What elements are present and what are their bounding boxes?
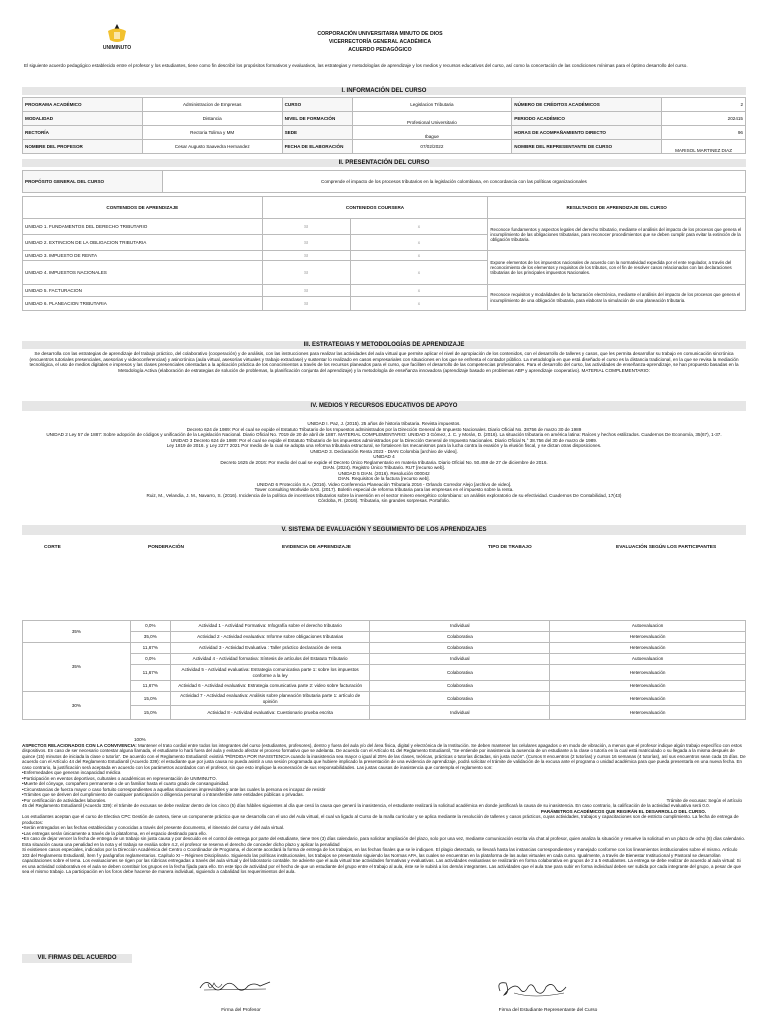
medio-item: Ruiz, M., Velandia, J. M., Navarro, S. (2016). Incidencia de la política de incentivos tributarios sobre la inversión en el sector minero energético colombiano: un análisis exploratorio de su efectividad. Cuadernos De Contabilidad, 17(43)	[146, 492, 622, 498]
rectoria-value: Rectoria Tolima y MM	[142, 126, 282, 140]
unit-4: UNIDAD 4. IMPUESTOS NACIONALES	[23, 261, 263, 285]
intro-paragraph: El siguiente acuerdo pedagógico establecido entre el profesor y los estudiantes, tiene como fin describir los propósitos formativos y evaluativos, las estrategias y metodologías de aprendizaje y los medios y recursos educativos del curso, así como la concertación de las condiciones mínimas para el óptimo desarrollo del curso.	[24, 63, 688, 68]
row-eval: Heteroevaluación	[550, 692, 746, 706]
row-tipo: Colaborativa	[370, 665, 550, 681]
row-evidencia: Actividad 8 - Actividad evaluativa: Cuestionario prueba escrita	[170, 706, 370, 720]
coursera-si: SI	[262, 285, 350, 297]
profesor-label: NOMBRE DEL PROFESOR	[23, 140, 143, 154]
bullet-row	[22, 798, 746, 803]
medio-item: Tower consulting Worlwide SAS. (2017). Boletín especial de reforma tributaria para las empresas en el impuesto sobre la renta.	[254, 487, 514, 492]
coursera-x: x	[350, 261, 488, 285]
resultado-1: Reconoce fundamentos y aspectos legales del derecho tributario, mediante el análisis del impacto de los procesos que genera el incumplimiento de las obligaciones tributarias, para reconocer procedimientos que se deben cumplir para evitar la extinción de la obligación tributaria.	[488, 219, 746, 251]
aspectos-block	[22, 743, 746, 875]
section-firmas-title: VII. FIRMAS DEL ACUERDO	[22, 954, 132, 963]
representante-value: MARISOL MARTINEZ DIAZ	[662, 140, 746, 154]
modalidad-value: Distancia	[142, 112, 282, 126]
unit-5: UNIDAD 5. FACTURACION	[23, 285, 263, 297]
corte-3: 30%	[23, 692, 131, 720]
medio-item: UNIDAD 3. Declaración Renta 2023 - DIAN Colombia [archivo de video].	[310, 448, 458, 454]
bullet: •Circunstancias de fuerza mayor o caso fortuito correspondientes a aquellas situaciones imprevisibles y ante las cuales la persona es incapaz de resistir	[22, 786, 326, 792]
row-eval: Heteroevaluación	[550, 632, 746, 643]
curso-value: Legislacion Tributaria	[352, 98, 512, 112]
proposito-value: Comprende el impacto de los procesos tributarios en la legislación colombiana, en concordancia con las políticas organizacionales	[162, 171, 745, 193]
logo-wordmark: UNIMINUTO	[102, 45, 132, 51]
row-pond: 11,67%	[130, 643, 170, 654]
header-ponderacion: PONDERACIÓN	[148, 545, 184, 550]
nivel-value: Profesional Universitario	[352, 112, 512, 126]
bullet: •Las entregas serán únicamente a través de la plataforma, en el espacio destinado para ello.	[22, 830, 207, 836]
row-evidencia: Actividad 4 - Actividad formativa: Síntesis de artículos del Estatuto Tributario	[170, 654, 370, 665]
row-eval: Heteroevaluación	[550, 665, 746, 681]
aspectos-title: ASPECTOS RELACIONADOS CON LA CONVIVENCIA:	[22, 743, 137, 748]
header-corte: CORTE	[44, 545, 61, 550]
bullet: Si existiesen casos especiales, indicados por la Dirección Académica del Centro o Coordinador de Programa, el docente acordará la forma de entrega de los trabajos, en las fechas finales que se le indiquen. El plagio detectado, se llevará hasta las instancias correspondientes y manejado conforme con los lineamientos institucionales sobre el mismo. Artículo 103 del Reglamento Estudiantil, ítem f y parágrafos reglamentarios. Capítulo XI – Régimen Disciplinario. Siguiendo las políticas institucionales, los trabajos se presentarán siguiendo las Normas APA, las cuales se encuentran en la plataforma de las aulas virtuales en cada curso. Igualmente, a través de Bienestar Institucional y Pastoral se desarrollan capacitaciones sobre el tema. Los evaluaciones se rigen por las rúbricas entregadas a través del aula virtual y del laboratorio contable. Se advierte que el aula virtual trae actividades formativas y evaluativas. Las actividades evaluativas se realizarán en forma colaborativa en grupos de 2 a 5 estudiantes. La entrega se debe realizar de acuerdo al aula virtual: Si es una actividad colaborativa en el aula se deben constituir los grupos en la fecha fijada para ello. En este tipo de actividad por el hecho de que un estudiante del grupo entre el trabajo al aula, éste se le subirá a los demás integrantes. Las actividades que el aula trae para subir en forma individual deben ser subida por cada integrante del grupo, a pesar de que sea el mismo trabajo. La participación en los foros debe hacerse de manera individual, siguiendo a cabalidad los requerimientos del aula.	[22, 847, 741, 875]
corte-1: 35%	[23, 621, 131, 643]
bullet: •En caso de dejar vencer la fecha de entrega de un trabajo sin justa causa y por descuido en el control de entrega por parte del estudiante, tiene tres (3) días calendario, para solicitar ampliación del plazo, solo por una vez, mediante comunicación escrita vía chat al profesor, quien analiza la situación y resuelve la solicitud en un plazo de ocho (8) días calendario. Esta situación causa una penalidad en la nota y el trabajo se evalúa sobre 4.2, el profesor se reserva el derecho de conceder dicho plazo y aplicar la penalidad	[22, 836, 746, 847]
row-pond: 11,67%	[130, 665, 170, 681]
medio-item: UNIDAD 2 Ley 57 de 1887: Sobre adopción de códigos y unificación de la Legislación Nacional. Diario Oficial No. 7019 de 20 de abril de 1887. MATERIAL COMPLEMENTARIO: UNIDAD 3 Gómez, J. C. y Morán, D. (2016). La situación tributaria en américa latina: Raíces y hechos estilizados. Cuadernos De Economía, 35(67), 1-37.	[46, 432, 722, 437]
estudiante-signature	[494, 977, 574, 1001]
sede-label: SEDE	[282, 126, 352, 140]
horas-label: HORAS DE ACOMPAÑAMIENTO DIRECTO	[512, 126, 662, 140]
proposito-label: PROPÓSITO GENERAL DEL CURSO	[23, 171, 163, 193]
col-resultados: RESULTADOS DE APRENDIZAJE DEL CURSO	[488, 197, 746, 219]
unit-2: UNIDAD 2. EXTINCION DE LA OBLIGACION TRIBUTARIA	[23, 235, 263, 251]
bullet: •Participación en eventos deportivos, culturales o académicos en representación de UNIMINUTO.	[22, 775, 217, 781]
medio-item: Córdoba, R. (2016). Tributaria, sin grandes sorpresas. Portafolio.	[317, 498, 450, 503]
parametros-title: PARÁMETROS ACADÉMICOS QUE REGIRÁN EL DESARROLLO DEL CURSO.	[540, 808, 706, 814]
resultado-2: Expone elementos de los impuestos nacionales de acuerdo con la normatividad expedida por el ente regulador, a través del reconocimiento de los elementos y requisitos de los tributos, con el fin de resolver casos relacionados con las declaraciones tributarias de los principales impuestos Nacionales.	[488, 251, 746, 285]
coursera-x: x	[350, 285, 488, 297]
row-eval: Heteroevaluación	[550, 643, 746, 654]
header-title-2: VICERRECTORÍA GENERAL ACADÉMICA	[328, 39, 432, 45]
periodo-label: PERIODO ACADÉMICO	[512, 112, 662, 126]
modalidad-label: MODALIDAD	[23, 112, 143, 126]
creditos-value: 2	[662, 98, 746, 112]
section-info-title: I. INFORMACIÓN DEL CURSO	[22, 87, 746, 95]
row-pond: 11,67%	[130, 681, 170, 692]
row-tipo: Individual	[370, 654, 550, 665]
row-pond: 15,0%	[130, 692, 170, 706]
aspectos-paragraph	[22, 743, 746, 770]
row-eval: Autoevaluacion	[550, 621, 746, 632]
medio-item: UNIDAD 4	[373, 454, 395, 459]
header-eval-participantes: EVALUACIÓN SEGÚN LOS PARTICIPANTES	[616, 545, 717, 550]
programa-label: PROGRAMA ACADÉMICO	[23, 98, 143, 112]
row-eval: Heteroevaluación	[550, 681, 746, 692]
excusas-paragraph: 45 del Reglamento Estudiantil (Acuerdo 339): el trámite de excusas se debe realizar dentro de los cinco (5) días hábiles siguientes al día que cesó la causa que generó la inasistencia, el estudiante realizará la solicitud académica en donde justificará la causa de su inasistencia. En caso contrario, la calificación de la actividad evaluativa será 0.0.	[22, 803, 710, 809]
resultado-3: Reconoce requisitos y modalidades de la facturación electrónica, mediante el análisis del impacto de los procesos que genera el incumplimiento de una obligación tributaria, para elaborar la simulación de una planeación tributaria.	[488, 285, 746, 311]
eval-headers	[22, 541, 746, 555]
row-pond: 0,0%	[130, 654, 170, 665]
firma-estudiante-label: Firma del Estudiante Representante del Curso	[498, 1008, 598, 1013]
coursera-x: x	[350, 251, 488, 261]
medios-list	[24, 421, 744, 504]
row-pond: 0,0%	[130, 621, 170, 632]
medio-item: Decreto 624 de 1989: Por el cual se expide el Estatuto Tributario de los Impuestos administrados por la Dirección General de Impuesto Nacionales. Diario Oficial No. 38756 de marzo 30 de 1989	[186, 426, 582, 432]
evaluacion-table	[22, 620, 746, 720]
row-evidencia: Actividad 3 - Actividad Evaluativa : Taller práctico declaración de renta	[170, 643, 370, 654]
section-medios-title: IV. MEDIOS Y RECURSOS EDUCATIVOS DE APOYO	[22, 401, 746, 411]
aspectos-text: Mantener el trato cordial entre todos los integrantes del curso (estudiantes, profesores), dentro y fuera del aula y/o del área física, digital y electrónica de la Institución. Se deben mantener los celulares apagados o en modo de vibración, a menos que el profesor indique algún trabajo específico con estos dispositivos. En caso de ser necesario contestar alguna llamada, el estudiante lo hará fuera del aula y evitando afectar el proceso formativo que se adelanta. De acuerdo con el Artículo 61 del Reglamento Estudiantil, "Se entiende por inasistencia la ausencia de un estudiante a la clase o tutoría en la cual está matriculado o su llegada a la misma después de quince (15) minutos de iniciada la clase o tutoría". De acuerdo con el Reglamento Estudiantil: existirá "PÉRDIDA POR INASISTENCIA cuando la inasistencia sea mayor o igual al 25% de las clases, teóricas, prácticas o tutorías dictadas, sin justa razón". (Cursos 8 encuentros (2 tutorías) y cursos 16 semanas (4 tutorías), así sus encuentros sean cada 15 días. De acuerdo con el Artículo 44 del Reglamento Estudiantil (Acuerdo 339): el estudiante que por justa causa no pueda asistir a una sesión programada que hubiere implicado la presentación de una evidencia de aprendizaje, podrá solicitar el trámite de validación de la excusa ante el programa o unidad académica para que pueda presentarla en una nueva fecha. En caso contrario, la justificación será aceptada en acuerdo con los parámetros acordados con el profesor, sin que esto implique la exoneración de sus responsabilidades. Las justas causas de inasistencia que contempla el reglamento son:	[22, 743, 746, 770]
rectoria-label: RECTORÍA	[23, 126, 143, 140]
fecha-value: 07/02/2022	[352, 140, 512, 154]
section-presentacion-title: II. PRESENTACIÓN DEL CURSO	[22, 159, 746, 167]
medio-item: Ley 1819 de 2016. y Ley 2277 2021 Por medio de la cual se adopta una reforma tributaria estructural, se fortalecen los mecanismos para la lucha contra la evasión y la elusión fiscal, y se dictan otras disposiciones.	[166, 443, 602, 448]
excusas-heading: Trámite de excusas: Según el artículo	[666, 797, 742, 803]
coursera-si: SI	[262, 219, 350, 235]
curso-label: CURSO	[282, 98, 352, 112]
profesor-value: Cesar Augusto Saavedra Hernandez	[142, 140, 282, 154]
row-evidencia: Actividad 7 - Actividad evaluativa: Análisis sobre planeación tributaria parte 1: artículo de opinión	[170, 692, 370, 706]
contenidos-table	[22, 196, 746, 311]
row-tipo: Individual	[370, 706, 550, 720]
medio-item: UNIDAD 3 Decreto 624 de 1989: Por el cual se expide el Estatuto Tributario de los impuestos administrados por la Dirección General de Impuesto Nacionales. Diario Oficial N.° 38.756 del 30 de marzo de 1989.	[170, 437, 598, 443]
row-evidencia: Actividad 5 - Actividad evaluativa: Estrategia comunicativa parte 1: sobre los impuestos conforme a la ley	[170, 665, 370, 681]
row-tipo: Colaborativa	[370, 692, 550, 706]
medio-item: DIAN. Requisitos de la factura [recurso web].	[338, 476, 430, 481]
col-contenidos: CONTENIDOS DE APRENDIZAJE	[23, 197, 263, 219]
header-title-1: CORPORACIÓN UNIVERSITARIA MINUTO DE DIOS	[317, 31, 443, 37]
row-tipo: Individual	[370, 621, 550, 632]
uniminuto-logo	[100, 22, 134, 54]
horas-value: 96	[662, 126, 746, 140]
course-info-table	[22, 97, 746, 154]
sede-value: Ibague	[352, 126, 512, 140]
row-eval: Autoevaluacion	[550, 654, 746, 665]
row-eval: Heteroevaluación	[550, 706, 746, 720]
medio-item: Decreto 1625 de 2016: Por medio del cual se expide el Decreto Único Reglamentario en materia tributaria. Diario Oficial No. 50.459 de 27 de diciembre de 2016.	[220, 459, 548, 465]
row-tipo: Colaborativa	[370, 643, 550, 654]
col-coursera: CONTENIDOS COURSERA	[262, 197, 488, 219]
unit-6: UNIDAD 6. PLANEACION TRIBUTARIA	[23, 297, 263, 311]
row-pond: 35,0%	[130, 632, 170, 643]
row-pond: 15,0%	[130, 706, 170, 720]
medio-item: UNIDAD 5 DIAN. (2016). Resolución 000042	[338, 470, 430, 476]
header-tipo: TIPO DE TRABAJO	[488, 545, 532, 550]
row-tipo: Colaborativa	[370, 632, 550, 643]
header-title-3: ACUERDO PEDAGÓGICO	[348, 47, 412, 53]
bullet: •Enfermedades que generan incapacidad médica	[22, 770, 121, 776]
row-evidencia: Actividad 6 - Actividad evaluativa: Estrategia comunicativa parte 2: video sobre facturación	[170, 681, 370, 692]
fecha-label: FECHA DE ELABORACIÓN	[282, 140, 352, 154]
nivel-label: NIVEL DE FORMACIÓN	[282, 112, 352, 126]
section-evaluacion-title: V. SISTEMA DE EVALUACIÓN Y SEGUIMIENTO DE LOS APRENDIZAJES	[22, 525, 746, 535]
medio-item: UNIDAD 6 Protección S.A. (2016). Video Conferencia Planeación Tributaria 2016 - Orlando Corredor Alejo [archivo de video].	[256, 481, 512, 487]
row-evidencia: Actividad 2 - Actividad evaluativa: Informe sobre obligaciones tributarias	[170, 632, 370, 643]
estrategias-paragraph: Se desarrolla con las estrategias de aprendizaje del trabajo práctico, del colaborativo (cooperación) y de análisis, con las instrucciones para realizar las actividades del aula virtual que permite aplicar el nivel de apropiación de los contenidos, con el desarrollo de talleres y casos, que les permita desarrollar su trabajo en comunicación sincrónica (encuentros tutoriales presenciales, asesorías y videoconferencias) y asincrónica (aula virtual, asesorías virtuales y trabajo extraclase) y sustentar lo realizado en casos empresariales con situaciones en los que se enfrenta el contador público. La metodología en que está diseñado el curso es la distancia tradicional, en la que se revisa la mediación tecnológica, el uso de medios digitales e impresos y las clases presenciales orientadas a la aplicación práctica de los conocimientos a través de los recursos planeados para el curso, que faciliten el desarrollo de las competencias profesionales. Para el desarrollo del curso, las actividades de enseñanza-aprendizaje, se han propuesto basadas en la Metodología Activa (elaboración de estrategias de solución de problemas, la planificación conjunta del aprendizaje) y la metodología de enseñanza innovadora (aprendizaje basado en problemas ABP y aprendizaje cooperativo). MATERIAL COMPLEMENTARIO:	[29, 351, 739, 373]
corte-2: 35%	[23, 643, 131, 692]
parametros-paragraph: Los estudiantes aceptan que el curso de Electiva CPC Gestión de cartera, tiene un componente práctico que se desarrolla con el uso del Aula virtual, el cual va ligado al Curso de la malla curricular y se aplica mediante la resolución de talleres y casos prácticos, cuyas actividades, trabajos y capacitaciones son de estricto cumplimiento. La fecha de entrega de productos:	[22, 814, 739, 825]
bullet: •Muerte del cónyuge, compañero permanente o de un familiar hasta el cuarto grado de consanguinidad.	[22, 781, 230, 787]
bullet: •Trámites que se deriven del cumplimiento de cualquier participación o diligencia personal o intransferible ante entidades públicas o privadas.	[22, 792, 304, 798]
coursera-si: SI	[262, 261, 350, 285]
periodo-value: 202415	[662, 112, 746, 126]
total-ponderacion: 100%	[134, 737, 146, 742]
section-estrategias-title: III. ESTRATEGIAS Y METODOLOGÍAS DE APRENDIZAJE	[22, 341, 746, 349]
header-evidencia: EVIDENCIA DE APRENDIZAJE	[282, 545, 351, 550]
bullet: •Serán entregados en las fechas establecidas y conocidas a través del presente documento, el itinerario del curso y del aula virtual.	[22, 825, 285, 831]
proposito-table	[22, 170, 746, 193]
programa-value: Administracion de Empresas	[142, 98, 282, 112]
coursera-x: x	[350, 219, 488, 235]
coursera-x: x	[350, 235, 488, 251]
medio-item: DIAN. (2024). Registro Único Tributario. RUT [recurso web].	[323, 465, 445, 470]
creditos-label: NÚMERO DE CRÉDITOS ACADÉMICOS	[512, 98, 662, 112]
representante-label: NOMBRE DEL REPRESENTANTE DE CURSO	[512, 140, 662, 154]
unit-3: UNIDAD 3. IMPUESTO DE RENTA	[23, 251, 263, 261]
firma-profesor-label: Firma del Profesor	[221, 1008, 261, 1013]
coursera-si: SI	[262, 251, 350, 261]
unit-1: UNIDAD 1. FUNDAMENTOS DEL DERECHO TRIBUTARIO	[23, 219, 263, 235]
medio-item: UNIDAD I. Paz, J. (2015). 25 años de historia tributaria. Revista impuestos.	[307, 421, 461, 426]
profesor-signature	[196, 974, 276, 996]
bullet: •Por certificación de actividades laborales.	[22, 797, 107, 803]
coursera-si: SI	[262, 297, 350, 311]
coursera-si: SI	[262, 235, 350, 251]
coursera-x: x	[350, 297, 488, 311]
row-evidencia: Actividad 1 - Actividad Formativa: Infografía sobre el derecho tributario	[170, 621, 370, 632]
row-tipo: Colaborativa	[370, 681, 550, 692]
